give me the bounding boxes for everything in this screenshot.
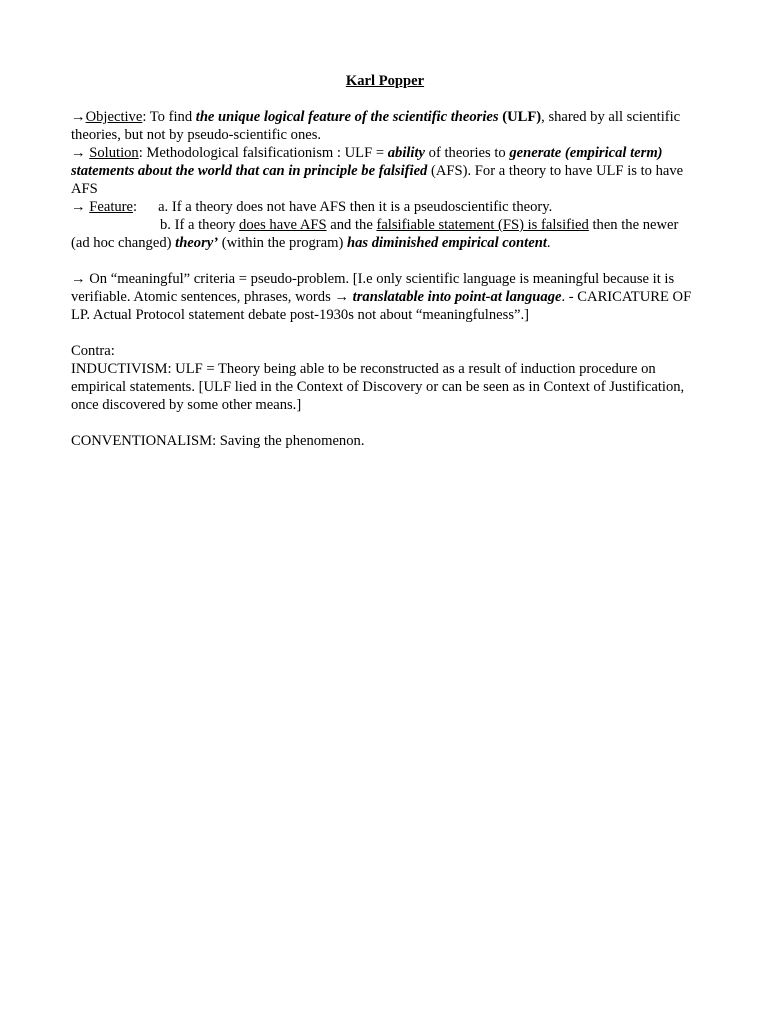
arrow-icon: → — [71, 145, 90, 161]
document-title: Karl Popper — [345, 73, 425, 89]
objective-text-2: , shared by all scientific theories, but not by pseudo-scientific ones. — [71, 109, 681, 143]
conventionalism-paragraph: CONVENTIONALISM: Saving the phenomenon. — [71, 433, 365, 449]
solution-text-2: of theories to — [425, 145, 510, 161]
objective-emphasis: the unique logical feature of the scientific theories — [195, 109, 499, 125]
solution-text-1: : Methodological falsificationism : ULF = — [138, 145, 388, 161]
contra-label: Contra: — [71, 343, 115, 359]
feature-b-theory: theory’ — [175, 235, 219, 251]
spacer — [71, 252, 699, 270]
meaningful-paragraph — [71, 270, 699, 324]
feature-b-text-1: b. If a theory — [160, 217, 240, 233]
feature-paragraph — [71, 198, 699, 216]
feature-item-a: a. If a theory does not have AFS then it is a pseudoscientific theory. — [158, 199, 553, 215]
spacer — [71, 414, 699, 432]
spacer — [71, 324, 699, 342]
solution-ability: ability — [387, 145, 426, 161]
feature-item-b — [71, 216, 699, 252]
solution-text-3: (AFS). For a theory to have ULF is to have AFS — [71, 163, 684, 197]
feature-b-fs: falsifiable statement (FS) is falsified — [376, 217, 589, 233]
meaningful-text-1: On “meaningful” criteria = pseudo-problem. [I.e only scientific language is meaningful because it is verifiable. Atomic sentences, phrases, words — [71, 271, 675, 305]
objective-paragraph — [71, 108, 699, 144]
document-body — [71, 72, 699, 450]
meaningful-text-2: . - CARICATURE OF LP. Actual Protocol statement debate post-1930s not about “meaningfulness”.] — [71, 289, 692, 323]
arrow-icon: → — [71, 199, 90, 215]
objective-text-1: : To find — [142, 109, 196, 125]
solution-label: Solution — [89, 145, 139, 161]
inductivism-paragraph: INDUCTIVISM: ULF = Theory being able to be reconstructed as a result of induction procedure on empirical statements. [ULF lied in the Context of Discovery or can be seen as in Context of Justification, once discovered by some other means.] — [71, 361, 685, 413]
feature-colon: : — [133, 199, 138, 215]
feature-label: Feature — [89, 199, 134, 215]
objective-label: Objective — [85, 109, 143, 125]
feature-b-text-4: (within the program) — [218, 235, 347, 251]
solution-emphasis: generate (empirical term) statements about the world that can in principle be falsified — [71, 145, 663, 179]
feature-b-afs: does have AFS — [239, 217, 327, 233]
feature-b-emphasis: has diminished empirical content — [347, 235, 547, 251]
arrow-icon: → — [334, 289, 353, 305]
solution-paragraph — [71, 144, 699, 198]
arrow-icon: → — [71, 109, 86, 125]
feature-b-text-3: then the newer (ad hoc changed) — [71, 217, 679, 251]
meaningful-emphasis: translatable into point-at language — [352, 289, 562, 305]
feature-b-text-2: and the — [326, 217, 377, 233]
objective-ulf: (ULF) — [498, 109, 542, 125]
arrow-icon: → — [71, 271, 90, 287]
feature-b-text-5: . — [546, 235, 551, 251]
